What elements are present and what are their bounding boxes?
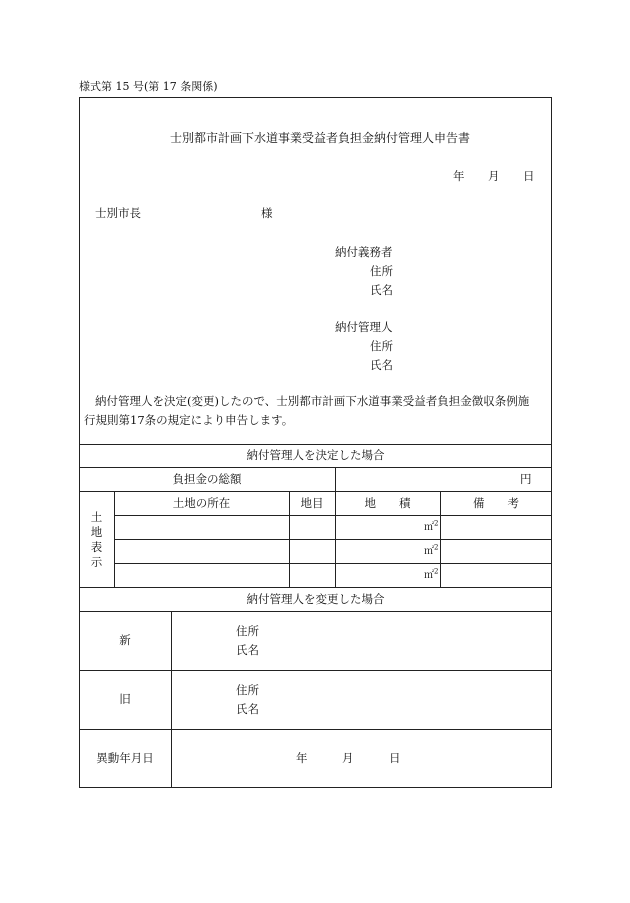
- land-side-char-1: 土: [90, 510, 103, 524]
- old-address-label: 住所: [236, 683, 259, 697]
- area-unit-row-1: [424, 519, 439, 533]
- rule-date-top: [79, 729, 552, 730]
- form-frame: [79, 97, 552, 788]
- rule-land-row-2: [114, 539, 552, 540]
- rule-land-row-1: [114, 515, 552, 516]
- old-name-label: 氏名: [236, 702, 259, 716]
- rule-changed-top: [79, 587, 552, 588]
- changed-heading: 納付管理人を変更した場合: [246, 592, 385, 606]
- body-text-line-1: 納付管理人を決定(変更)したので、士別都市計画下水道事業受益者負担金徴収条例施: [95, 394, 530, 408]
- date-year-label: 年: [453, 169, 465, 183]
- new-label: 新: [119, 633, 131, 647]
- body-text-line-2: 行規則第17条の規定により申告します。: [84, 413, 294, 427]
- addressee-honorific: 様: [261, 206, 273, 220]
- obligor-name-label: 氏名: [370, 283, 393, 297]
- total-unit: 円: [520, 472, 532, 486]
- rule-new-top: [79, 611, 552, 612]
- column-category: 地目: [300, 496, 324, 510]
- new-name-label: 氏名: [236, 643, 259, 657]
- rule-change-label: [171, 611, 172, 788]
- area-unit-symbol: ㎡: [424, 522, 434, 533]
- addressee-name: 士別市長: [95, 206, 141, 220]
- area-unit-superscript: 2: [434, 543, 439, 552]
- form-title: 士別都市計画下水道事業受益者負担金納付管理人申告書: [170, 131, 471, 145]
- area-unit-symbol: ㎡: [424, 570, 434, 581]
- change-date-year: 年: [296, 751, 308, 765]
- area-unit-symbol: ㎡: [424, 546, 434, 557]
- area-unit-superscript: 2: [434, 567, 439, 576]
- column-location: 土地の所在: [172, 496, 231, 510]
- rule-columns-top: [79, 491, 552, 492]
- land-side-char-3: 表: [90, 539, 103, 554]
- land-side-label: [79, 510, 114, 570]
- land-side-char-2: 地: [90, 524, 103, 539]
- form-number: 様式第 15 号(第 17 条関係): [79, 80, 218, 93]
- change-date-day: 日: [389, 751, 401, 765]
- old-label: 旧: [119, 692, 131, 706]
- change-date-label: 異動年月日: [96, 751, 154, 765]
- area-unit-row-3: [424, 567, 439, 581]
- rule-total-top: [79, 467, 552, 468]
- manager-heading: 納付管理人: [335, 320, 393, 334]
- area-unit-superscript: 2: [434, 519, 439, 528]
- change-date-month: 月: [342, 751, 354, 765]
- rule-old-top: [79, 670, 552, 671]
- new-address-label: 住所: [236, 624, 259, 638]
- decided-heading: 納付管理人を決定した場合: [246, 448, 385, 462]
- obligor-address-label: 住所: [370, 264, 393, 278]
- date-month-label: 月: [488, 169, 500, 183]
- rule-land-row-3: [114, 563, 552, 564]
- total-label: 負担金の総額: [172, 472, 242, 486]
- date-day-label: 日: [523, 169, 535, 183]
- manager-address-label: 住所: [370, 339, 393, 353]
- land-side-char-4: 示: [90, 554, 103, 569]
- obligor-heading: 納付義務者: [335, 245, 393, 259]
- area-unit-row-2: [424, 543, 439, 557]
- manager-name-label: 氏名: [370, 358, 393, 372]
- rule-total-divider: [335, 467, 336, 491]
- column-remarks: 備 考: [473, 496, 519, 510]
- rule-decided-top: [79, 444, 552, 445]
- column-area: 地 積: [364, 496, 411, 510]
